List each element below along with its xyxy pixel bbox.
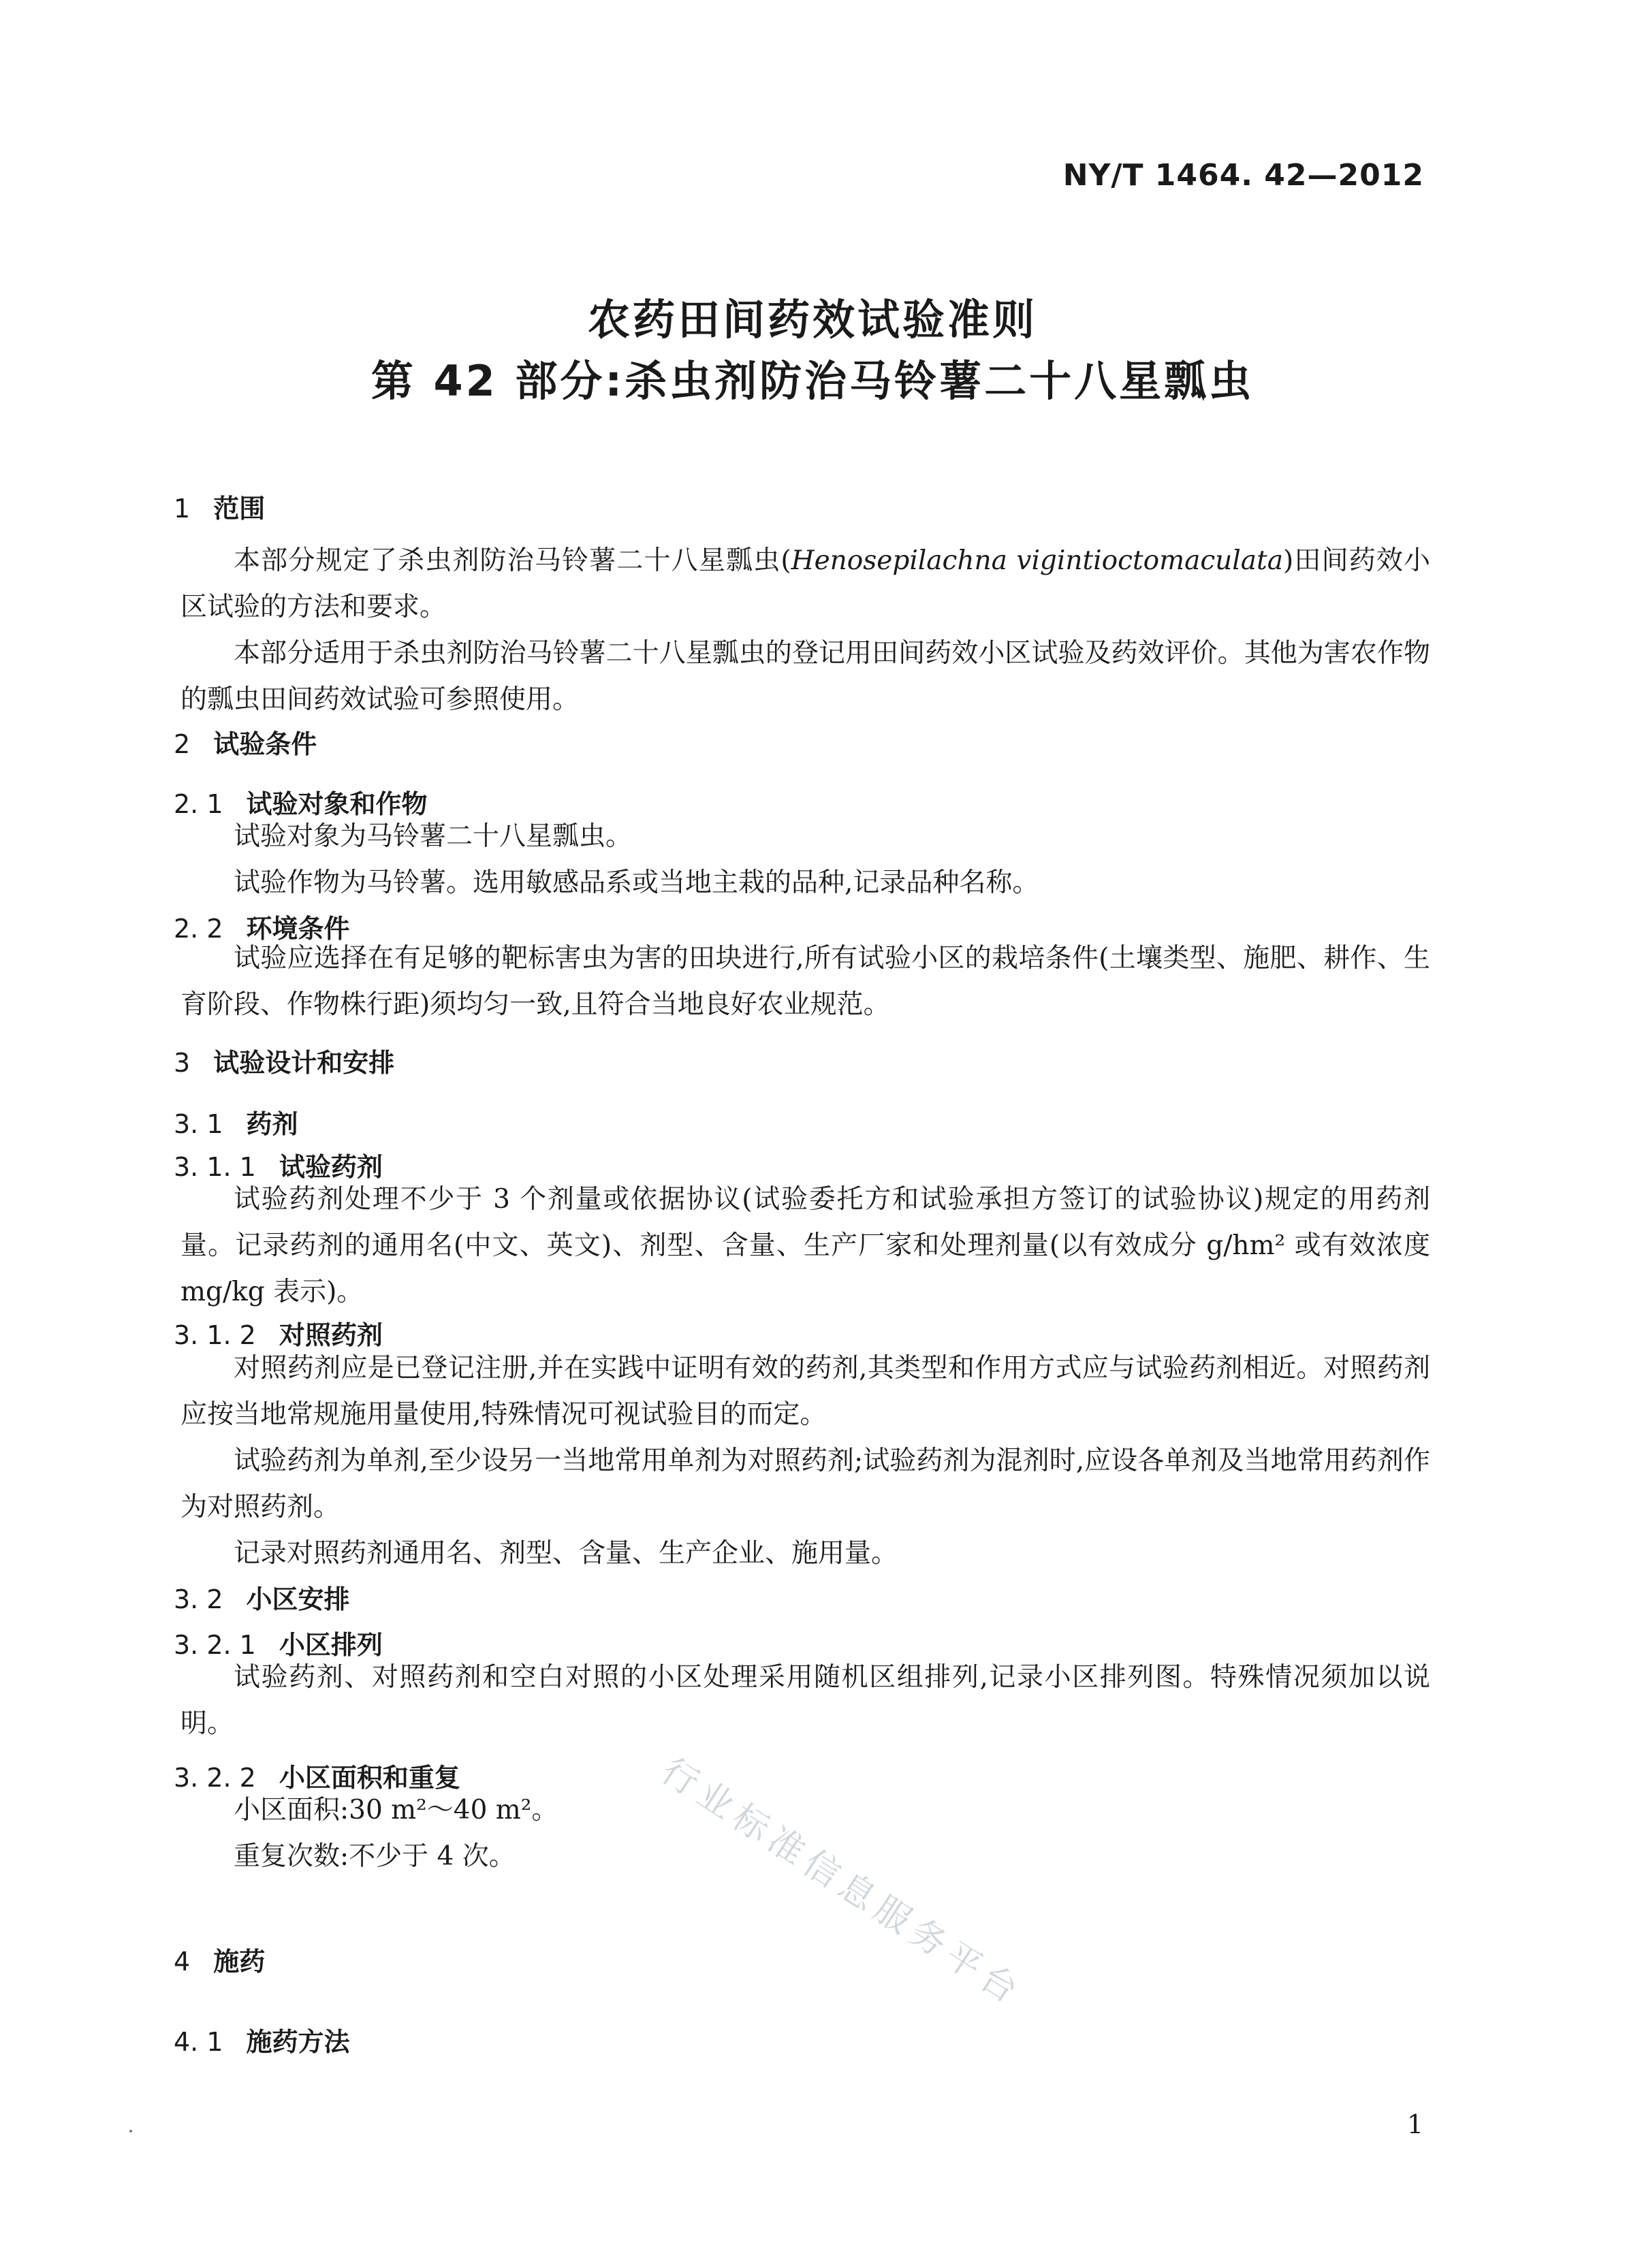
page-number: 1 <box>1406 2109 1423 2139</box>
section-1-heading: 1 范围 <box>174 494 266 524</box>
section-2-1-paragraph-1: 试验对象为马铃薯二十八星瓢虫。 <box>234 821 633 852</box>
section-3-1-1-heading: 3. 1. 1 试验药剂 <box>174 1152 383 1182</box>
latin-species-name: Henosepilachna vigintioctomaculata <box>791 545 1283 576</box>
section-3-1-1-paragraph-1: 试验药剂处理不少于 3 个剂量或依据协议(试验委托方和试验承担方签订的试验协议)规定的用药剂量。记录药剂的通用名(中文、英文)、剂型、含量、生产厂家和处理剂量(以有效成分 g/hm² 或有效浓度 mg/kg 表示)。 <box>180 1184 1430 1307</box>
section-3-1-heading: 3. 1 药剂 <box>174 1109 298 1139</box>
section-3-heading: 3 试验设计和安排 <box>174 1048 395 1078</box>
section-3-1-2-paragraph-2: 试验药剂为单剂,至少设另一当地常用单剂为对照药剂;试验药剂为混剂时,应设各单剂及当地常用药剂作为对照药剂。 <box>180 1446 1430 1522</box>
scan-dot <box>129 2130 132 2133</box>
section-3-1-2-heading: 3. 1. 2 对照药剂 <box>174 1320 383 1350</box>
section-2-heading: 2 试验条件 <box>174 729 317 759</box>
section-3-2-1-heading: 3. 2. 1 小区排列 <box>174 1630 383 1660</box>
watermark: 行业标准信息服务平台 <box>654 1750 1030 2015</box>
section-1-paragraph-2: 本部分适用于杀虫剂防治马铃薯二十八星瓢虫的登记用田间药效小区试验及药效评价。其他为害农作物的瓢虫田间药效试验可参照使用。 <box>180 638 1430 715</box>
section-2-2-paragraph-1: 试验应选择在有足够的靶标害虫为害的田块进行,所有试验小区的栽培条件(土壤类型、施肥、耕作、生育阶段、作物株行距)须均匀一致,且符合当地良好农业规范。 <box>180 943 1430 1020</box>
section-4-1-heading: 4. 1 施药方法 <box>174 2027 350 2057</box>
section-2-1-paragraph-2: 试验作物为马铃薯。选用敏感品系或当地主栽的品种,记录品种名称。 <box>234 867 1039 898</box>
standard-code: NY/T 1464. 42—2012 <box>1062 158 1424 193</box>
section-1-paragraph-1: 本部分规定了杀虫剂防治马铃薯二十八星瓢虫(Henosepilachna vigintioctomaculata)田间药效小区试验的方法和要求。 <box>180 545 1431 622</box>
section-2-2-heading: 2. 2 环境条件 <box>174 914 350 944</box>
section-2-1-heading: 2. 1 试验对象和作物 <box>174 789 428 819</box>
section-3-2-1-paragraph-1: 试验药剂、对照药剂和空白对照的小区处理采用随机区组排列,记录小区排列图。特殊情况须加以说明。 <box>180 1662 1430 1739</box>
section-3-2-2-paragraph-2: 重复次数:不少于 4 次。 <box>234 1841 516 1872</box>
section-3-1-2-paragraph-3: 记录对照药剂通用名、剂型、含量、生产企业、施用量。 <box>234 1538 898 1569</box>
section-3-2-2-heading: 3. 2. 2 小区面积和重复 <box>174 1763 460 1793</box>
section-3-2-heading: 3. 2 小区安排 <box>174 1584 350 1614</box>
section-3-2-2-paragraph-1: 小区面积:30 m²～40 m²。 <box>234 1795 558 1825</box>
section-3-1-2-paragraph-1: 对照药剂应是已登记注册,并在实践中证明有效的药剂,其类型和作用方式应与试验药剂相近。对照药剂应按当地常规施用量使用,特殊情况可视试验目的而定。 <box>180 1353 1430 1430</box>
document-subtitle: 第 42 部分:杀虫剂防治马铃薯二十八星瓢虫 <box>370 356 1255 406</box>
document-title: 农药田间药效试验准则 <box>587 295 1037 345</box>
section-4-heading: 4 施药 <box>174 1947 266 1977</box>
